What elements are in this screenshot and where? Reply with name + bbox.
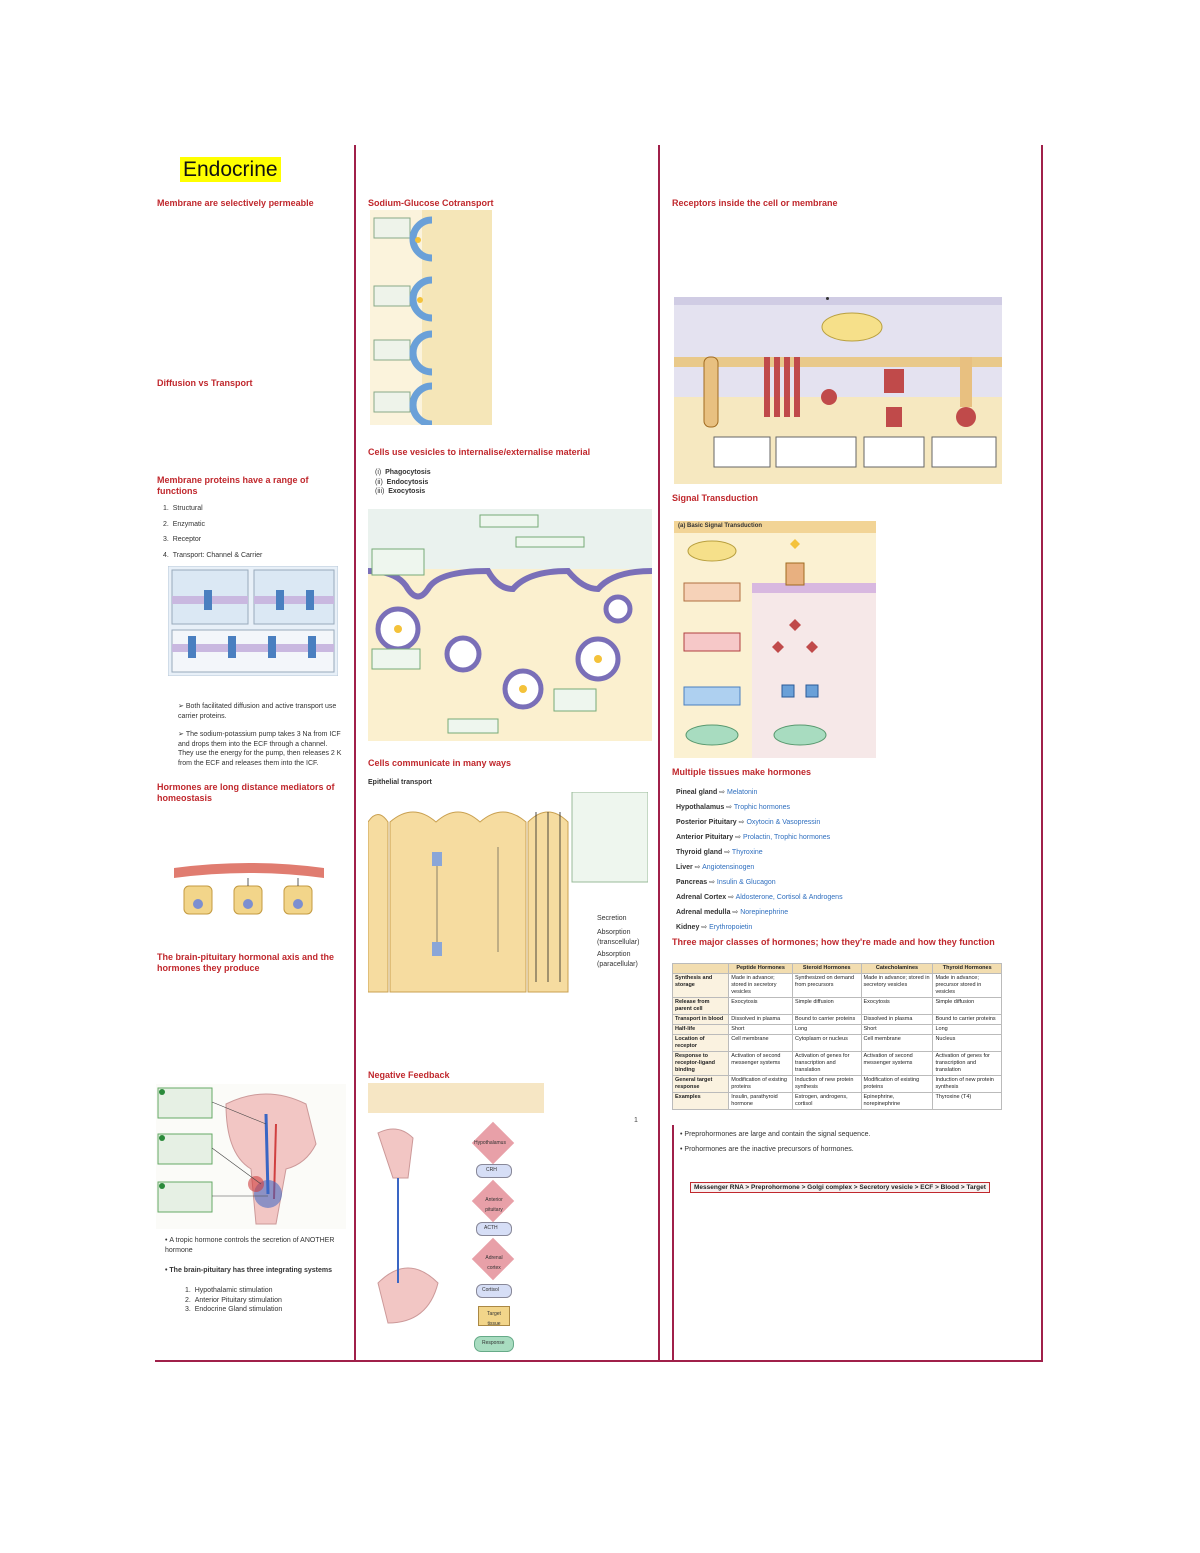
tissue-gland: Pineal gland [676,789,718,796]
peptide-pathway-box: Messenger RNA > Preprohormone > Golgi complex > Secretory vesicle > ECF > Blood > Target [690,1182,990,1193]
neg-label-target-tissue: Target tissue [487,1311,501,1327]
blood-vessel-figure [174,858,324,938]
table-cell: Made in advance; precursor stored in vesicles [933,974,1002,998]
negative-feedback-heading: Negative Feedback [368,1070,450,1080]
table-cell: Short [861,1025,933,1035]
table-row [673,1076,1002,1093]
list-item: (ii) Endocytosis [375,478,429,486]
tissue-hormone: Melatonin [727,789,758,796]
epithelial-label: Epithelial transport [368,779,432,786]
tissue-row [676,815,843,830]
tissue-hormone: Trophic hormones [733,804,791,811]
absorption-transcellular-label: Absorption (transcellular) [597,929,640,946]
table-cell: Insulin, parathyroid hormone [729,1093,793,1110]
bullet-carrier: ➢ Both facilitated diffusion and active transport use carrier proteins. [178,703,337,720]
tissue-hormone: Angiotensinogen [702,864,755,871]
table-header-cell: Peptide Hormones [729,964,793,974]
sodium-glucose-figure [370,210,492,425]
brain-pituitary-heading: The brain-pituitary hormonal axis and the hormones they produce [157,952,335,973]
tissue-gland: Hypothalamus [676,804,725,811]
neg-label-hypothalamus: Hypothalamus [474,1140,506,1146]
table-cell: Made in advance; stored in secretory vesicles [861,974,933,998]
protein-list [163,504,262,560]
membrane-heading: Membrane are selectively permeable [157,198,314,208]
sodium-glucose-heading: Sodium-Glucose Cotransport [368,198,494,208]
neg-label-adrenal-cortex: Adrenal cortex [485,1255,503,1271]
arrow-icon: ⇨ [736,819,747,826]
tissue-gland: Posterior Pituitary [676,819,737,826]
tissue-gland: Anterior Pituitary [676,834,734,841]
table-cell: Long [793,1025,862,1035]
column-divider-right [658,145,660,1360]
column-divider-left [354,145,356,1360]
page-number: 1 [634,1117,638,1124]
table-cell: Dissolved in plasma [861,1015,933,1025]
tissue-gland: Adrenal Cortex [676,894,727,901]
hypothalamus-figure [156,1084,346,1229]
note-preprohormone: • Preprohormones are large and contain the signal sequence. [680,1131,871,1138]
tissue-row [676,890,843,905]
table-cell: Nucleus [933,1035,1002,1052]
table-cell: Bound to carrier proteins [793,1015,862,1025]
table-cell: Response to receptor-ligand binding [673,1052,729,1076]
neg-label-response: Response [482,1340,505,1346]
table-cell: Induction of new protein synthesis [933,1076,1002,1093]
vesicles-heading: Cells use vesicles to internalise/externalise material [368,447,591,457]
table-row [673,1015,1002,1025]
integrating-list [185,1286,282,1315]
table-row [673,1025,1002,1035]
tissue-hormone: Prolactin, Trophic hormones [742,834,831,841]
table-cell: Estrogen, androgens, cortisol [793,1093,862,1110]
signal-transduction-figure [674,521,876,758]
hormones-heading: Hormones are long distance mediators of homeostasis [157,782,335,803]
signal-figure-title: (a) Basic Signal Transduction [678,523,763,529]
proteins-heading: Membrane proteins have a range of functions [157,475,309,496]
table-header-cell: Catecholamines [861,964,933,974]
tissue-row [676,875,843,890]
table-cell: Cell membrane [729,1035,793,1052]
integrating-systems-note: • The brain-pituitary has three integrating systems [165,1267,332,1274]
table-cell: Modification of existing proteins [861,1076,933,1093]
arrow-icon: ⇨ [726,894,736,901]
tissue-row [676,920,843,935]
arrow-icon: ⇨ [707,879,717,886]
table-cell: Activation of genes for transcription and translation [793,1052,862,1076]
tissue-row [676,830,843,845]
tissue-hormone: Erythropoietin [709,924,753,931]
page-title: Endocrine [180,157,281,182]
list-item: 2. Anterior Pituitary stimulation [185,1296,282,1304]
tropic-hormone-note: • A tropic hormone controls the secretion of ANOTHER hormone [165,1237,335,1254]
table-cell: Synthesized on demand from precursors [793,974,862,998]
neg-label-anterior-pituitary: Anterior pituitary [485,1197,503,1213]
table-cell: Cytoplasm or nucleus [793,1035,862,1052]
table-cell: Exocytosis [729,998,793,1015]
tissue-row [676,785,843,800]
neg-label-cortisol: Cortisol [482,1287,499,1293]
table-cell: Release from parent cell [673,998,729,1015]
hormone-classes-table [672,963,1002,1110]
table-cell: Activation of second messenger systems [861,1052,933,1076]
membrane-proteins-figure [168,566,338,676]
column-divider-right-lower [672,1125,674,1360]
tissue-gland: Kidney [676,924,700,931]
neg-label-crh: CRH [486,1167,497,1173]
tissue-hormone: Thyroxine [731,849,763,856]
vesicle-list [375,468,431,497]
table-cell: Activation of genes for transcription and translation [933,1052,1002,1076]
right-edge-line [1041,145,1043,1360]
arrow-icon: ⇨ [730,909,741,916]
bullet-pump: ➢ The sodium-potassium pump takes 3 Na from ICF and drops them into the ECF through a channel. They use the energy for the pump, then releases 2 K from the ECF and releases them into the ICF. [178,731,342,767]
receptors-figure [674,297,1002,484]
note-prohormone: • Prohormones are the inactive precursors of hormones. [680,1146,854,1153]
table-cell: Simple diffusion [793,998,862,1015]
table-row [673,998,1002,1015]
table-cell: Made in advance; stored in secretory vesicles [729,974,793,998]
classes-heading: Three major classes of hormones; how they're made and how they function [672,937,995,947]
list-item: 3. Receptor [163,536,202,543]
tissue-gland: Thyroid gland [676,849,723,856]
table-cell: Cell membrane [861,1035,933,1052]
table-cell: Dissolved in plasma [729,1015,793,1025]
tissue-gland: Adrenal medulla [676,909,731,916]
table-cell: Bound to carrier proteins [933,1015,1002,1025]
tissues-heading: Multiple tissues make hormones [672,767,812,777]
tissue-gland: Pancreas [676,879,708,886]
arrow-icon: ⇨ [724,804,734,811]
table-cell: Exocytosis [861,998,933,1015]
arrow-icon: ⇨ [717,789,727,796]
vesicle-figure [368,509,652,741]
table-cell: Induction of new protein synthesis [793,1076,862,1093]
table-cell: Activation of second messenger systems [729,1052,793,1076]
table-header-row [673,964,1002,974]
decorative-dot [826,297,829,300]
list-item: 4. Transport: Channel & Carrier [163,551,263,559]
epithelial-figure [368,792,648,1002]
diffusion-heading: Diffusion vs Transport [157,378,253,388]
secretion-label: Secretion [597,915,627,922]
table-cell: Half-life [673,1025,729,1035]
arrow-icon: ⇨ [692,864,703,871]
table-cell: Synthesis and storage [673,974,729,998]
table-cell: Short [729,1025,793,1035]
table-row [673,1093,1002,1110]
tissue-hormone: Norepinephrine [740,909,789,916]
table-cell: Simple diffusion [933,998,1002,1015]
table-cell: Location of receptor [673,1035,729,1052]
table-cell: Long [933,1025,1002,1035]
tissue-row [676,905,843,920]
tissue-gland: Liver [676,864,693,871]
table-cell: Epinephrine, norepinephrine [861,1093,933,1110]
table-header-cell: Thyroid Hormones [933,964,1002,974]
table-cell: Transport in blood [673,1015,729,1025]
tissue-list [676,785,843,935]
list-item: 3. Endocrine Gland stimulation [185,1306,283,1313]
list-item: 1. Hypothalamic stimulation [185,1287,273,1294]
list-item: 2. Enzymatic [163,520,206,528]
tissue-hormone: Insulin & Glucagon [716,879,776,886]
list-item: (iii) Exocytosis [375,488,426,495]
tissue-row [676,800,843,815]
tissue-row [676,845,843,860]
tissue-row [676,860,843,875]
table-row [673,974,1002,998]
table-header-cell [673,964,729,974]
table-row [673,1035,1002,1052]
signal-transduction-heading: Signal Transduction [672,493,759,503]
communicate-heading: Cells communicate in many ways [368,758,512,768]
negative-feedback-figure [368,1083,544,1358]
tissue-hormone: Aldosterone, Cortisol & Androgens [735,894,843,901]
bottom-rule [155,1360,1043,1362]
list-item: 1. Structural [163,505,203,512]
table-row [673,1052,1002,1076]
table-cell: Modification of existing proteins [729,1076,793,1093]
arrow-icon: ⇨ [733,834,743,841]
arrow-icon: ⇨ [722,849,732,856]
neg-label-acth: ACTH [484,1225,498,1231]
table-cell: Examples [673,1093,729,1110]
list-item: (i) Phagocytosis [375,469,431,476]
table-cell: Thyroxine (T4) [933,1093,1002,1110]
tissue-hormone: Oxytocin & Vasopressin [746,819,821,826]
receptors-heading: Receptors inside the cell or membrane [672,198,838,208]
table-header-cell: Steroid Hormones [793,964,862,974]
absorption-paracellular-label: Absorption (paracellular) [597,951,638,968]
table-cell: General target response [673,1076,729,1093]
arrow-icon: ⇨ [699,924,710,931]
